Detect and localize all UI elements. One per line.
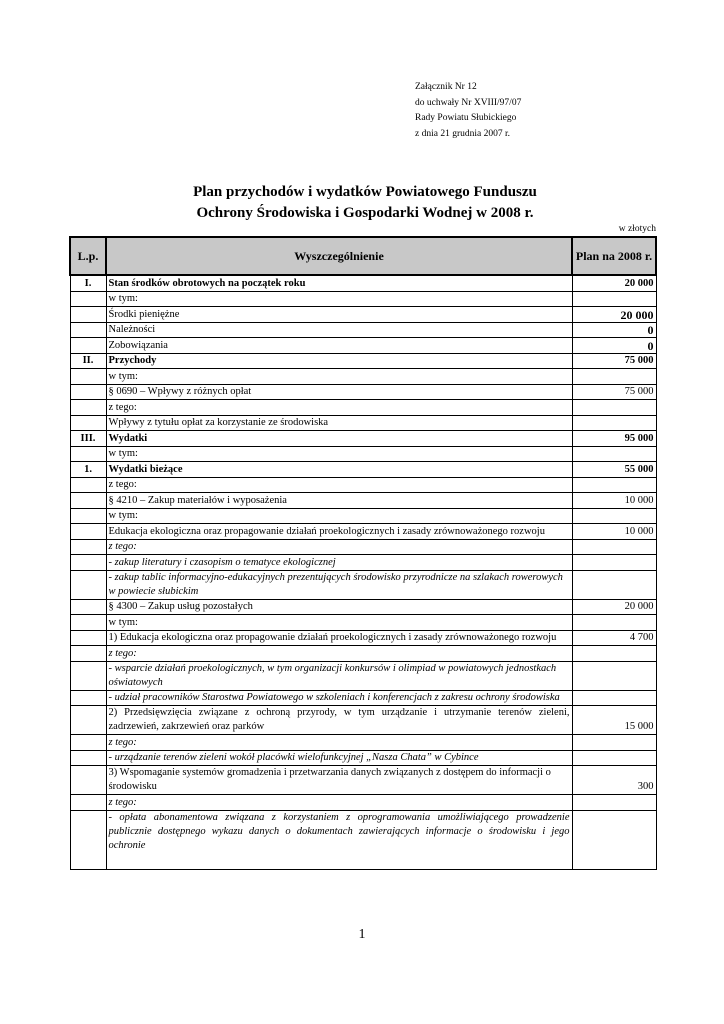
row-lp [70, 570, 106, 599]
row-amount [572, 446, 656, 462]
row-lp [70, 661, 106, 690]
header-lp: L.p. [70, 237, 106, 275]
row-desc: Zobowiązania [106, 338, 572, 354]
row-lp [70, 735, 106, 751]
table-row [70, 646, 656, 662]
row-amount: 20 000 [572, 307, 656, 323]
row-amount: 20 000 [572, 599, 656, 615]
row-lp [70, 555, 106, 571]
row-amount [572, 508, 656, 524]
row-desc: w tym: [106, 369, 572, 385]
table-row [70, 630, 656, 646]
row-amount: 75 000 [572, 353, 656, 369]
row-lp: III. [70, 431, 106, 447]
row-desc: Wydatki bieżące [106, 462, 572, 478]
row-amount: 0 [572, 322, 656, 338]
table-row [70, 661, 656, 690]
row-lp [70, 400, 106, 416]
row-desc: - zakup literatury i czasopism o tematyce ekologicznej [106, 555, 572, 571]
row-desc: z tego: [106, 400, 572, 416]
table-row [70, 431, 656, 447]
row-lp [70, 630, 106, 646]
row-amount: 95 000 [572, 431, 656, 447]
row-desc: Wydatki [106, 431, 572, 447]
row-amount [572, 735, 656, 751]
row-desc: - urządzanie terenów zieleni wokół placówki wielofunkcyjnej „Nasza Chata” w Cybince [106, 750, 572, 766]
annex-header [415, 80, 521, 142]
row-desc: - udział pracowników Starostwa Powiatowego w szkoleniach i konferencjach z zakresu ochrony środowiska [106, 690, 572, 706]
row-lp [70, 322, 106, 338]
row-desc: Należności [106, 322, 572, 338]
row-desc: - wsparcie działań proekologicznych, w tym organizacji konkursów i olimpiad w powiatowych jednostkach oświatowych [106, 661, 572, 690]
row-lp [70, 810, 106, 869]
title-line-2: Ochrony Środowiska i Gospodarki Wodnej w 2008 r. [196, 205, 534, 221]
row-amount: 75 000 [572, 384, 656, 400]
row-desc: w tym: [106, 446, 572, 462]
row-desc: 2) Przedsięwzięcia związane z ochroną przyrody, w tym urządzanie i utrzymanie terenów zieleni, zadrzewień, zakrzewień oraz parków [106, 706, 572, 735]
row-amount: 20 000 [572, 275, 656, 291]
table-row [70, 338, 656, 354]
table-row [70, 415, 656, 431]
row-lp [70, 307, 106, 323]
row-lp [70, 766, 106, 795]
row-amount: 10 000 [572, 493, 656, 509]
row-desc: § 4210 – Zakup materiałów i wyposażenia [106, 493, 572, 509]
row-amount: 15 000 [572, 706, 656, 735]
page-number: 1 [358, 927, 366, 942]
unit-label: w złotych [618, 224, 656, 234]
row-lp [70, 599, 106, 615]
row-lp [70, 690, 106, 706]
table-row [70, 384, 656, 400]
row-lp: 1. [70, 462, 106, 478]
row-lp [70, 369, 106, 385]
row-lp [70, 338, 106, 354]
row-amount [572, 690, 656, 706]
row-lp [70, 795, 106, 811]
table-row [70, 599, 656, 615]
table-row [70, 369, 656, 385]
row-amount [572, 539, 656, 555]
annex-line: z dnia 21 grudnia 2007 r. [415, 128, 510, 139]
row-lp [70, 750, 106, 766]
row-amount [572, 400, 656, 416]
table-row [70, 706, 656, 735]
annex-line: do uchwały Nr XVIII/97/07 [415, 97, 522, 108]
row-amount [572, 661, 656, 690]
row-desc: Stan środków obrotowych na początek roku [106, 275, 572, 291]
header-desc: Wyszczególnienie [106, 237, 572, 275]
row-desc: § 4300 – Zakup usług pozostałych [106, 599, 572, 615]
row-desc: Przychody [106, 353, 572, 369]
table-row [70, 400, 656, 416]
row-amount [572, 646, 656, 662]
annex-line: Rady Powiatu Słubickiego [415, 113, 517, 123]
row-amount [572, 555, 656, 571]
row-amount [572, 750, 656, 766]
table-row [70, 570, 656, 599]
row-lp: I. [70, 275, 106, 291]
table-row [70, 555, 656, 571]
row-amount [572, 795, 656, 811]
table-row [70, 307, 656, 323]
row-lp [70, 524, 106, 540]
table-row [70, 524, 656, 540]
table-row [70, 750, 656, 766]
row-amount: 55 000 [572, 462, 656, 478]
table-row [70, 446, 656, 462]
table-row [70, 795, 656, 811]
table-row [70, 615, 656, 631]
row-lp [70, 384, 106, 400]
table-row [70, 508, 656, 524]
row-lp [70, 706, 106, 735]
row-lp [70, 508, 106, 524]
row-desc: z tego: [106, 795, 572, 811]
row-amount [572, 615, 656, 631]
row-lp [70, 493, 106, 509]
row-lp: II. [70, 353, 106, 369]
document-title [70, 182, 660, 224]
title-line-1: Plan przychodów i wydatków Powiatowego Funduszu [193, 184, 537, 200]
table-row [70, 539, 656, 555]
table-row [70, 477, 656, 493]
table-row [70, 810, 656, 869]
annex-line: Załącznik Nr 12 [415, 82, 477, 92]
row-desc: z tego: [106, 646, 572, 662]
row-lp [70, 291, 106, 307]
row-amount: 300 [572, 766, 656, 795]
row-desc: w tym: [106, 508, 572, 524]
table-row [70, 353, 656, 369]
row-lp [70, 615, 106, 631]
table-row [70, 493, 656, 509]
row-desc: § 0690 – Wpływy z różnych opłat [106, 384, 572, 400]
table-row [70, 322, 656, 338]
table-row [70, 275, 656, 291]
table-row [70, 291, 656, 307]
table-row [70, 766, 656, 795]
row-lp [70, 646, 106, 662]
row-desc: 3) Wspomaganie systemów gromadzenia i przetwarzania danych związanych z dostępem do informacji o środowisku [106, 766, 572, 795]
row-desc: z tego: [106, 477, 572, 493]
row-amount [572, 810, 656, 869]
row-amount [572, 477, 656, 493]
plan-table [69, 236, 657, 870]
row-desc: Edukacja ekologiczna oraz propagowanie działań proekologicznych i zasady zrównoważonego rozwoju [106, 524, 572, 540]
row-desc: - opłata abonamentowa związana z korzystaniem z oprogramowania umożliwiającego prowadzenie publicznie dostępnego wykazu danych o dokumentach zawierających informacje o środowisku i jego ochronie [106, 810, 572, 869]
header-plan: Plan na 2008 r. [572, 237, 656, 275]
row-amount [572, 570, 656, 599]
row-desc: w tym: [106, 291, 572, 307]
row-desc: Wpływy z tytułu opłat za korzystanie ze środowiska [106, 415, 572, 431]
row-amount: 10 000 [572, 524, 656, 540]
row-amount [572, 291, 656, 307]
table-header-row [70, 237, 656, 275]
row-amount [572, 415, 656, 431]
row-amount: 0 [572, 338, 656, 354]
row-desc: - zakup tablic informacyjno-edukacyjnych prezentujących środowisko przyrodnicze na szlakach rowerowych w powiecie słubickim [106, 570, 572, 599]
row-amount [572, 369, 656, 385]
row-desc: Środki pieniężne [106, 307, 572, 323]
table-row [70, 462, 656, 478]
table-row [70, 690, 656, 706]
row-desc: 1) Edukacja ekologiczna oraz propagowanie działań proekologicznych i zasady zrównoważonego rozwoju [106, 630, 572, 646]
table-row [70, 735, 656, 751]
row-desc: z tego: [106, 539, 572, 555]
row-amount: 4 700 [572, 630, 656, 646]
row-lp [70, 415, 106, 431]
row-lp [70, 446, 106, 462]
row-desc: w tym: [106, 615, 572, 631]
row-desc: z tego: [106, 735, 572, 751]
row-lp [70, 539, 106, 555]
row-lp [70, 477, 106, 493]
